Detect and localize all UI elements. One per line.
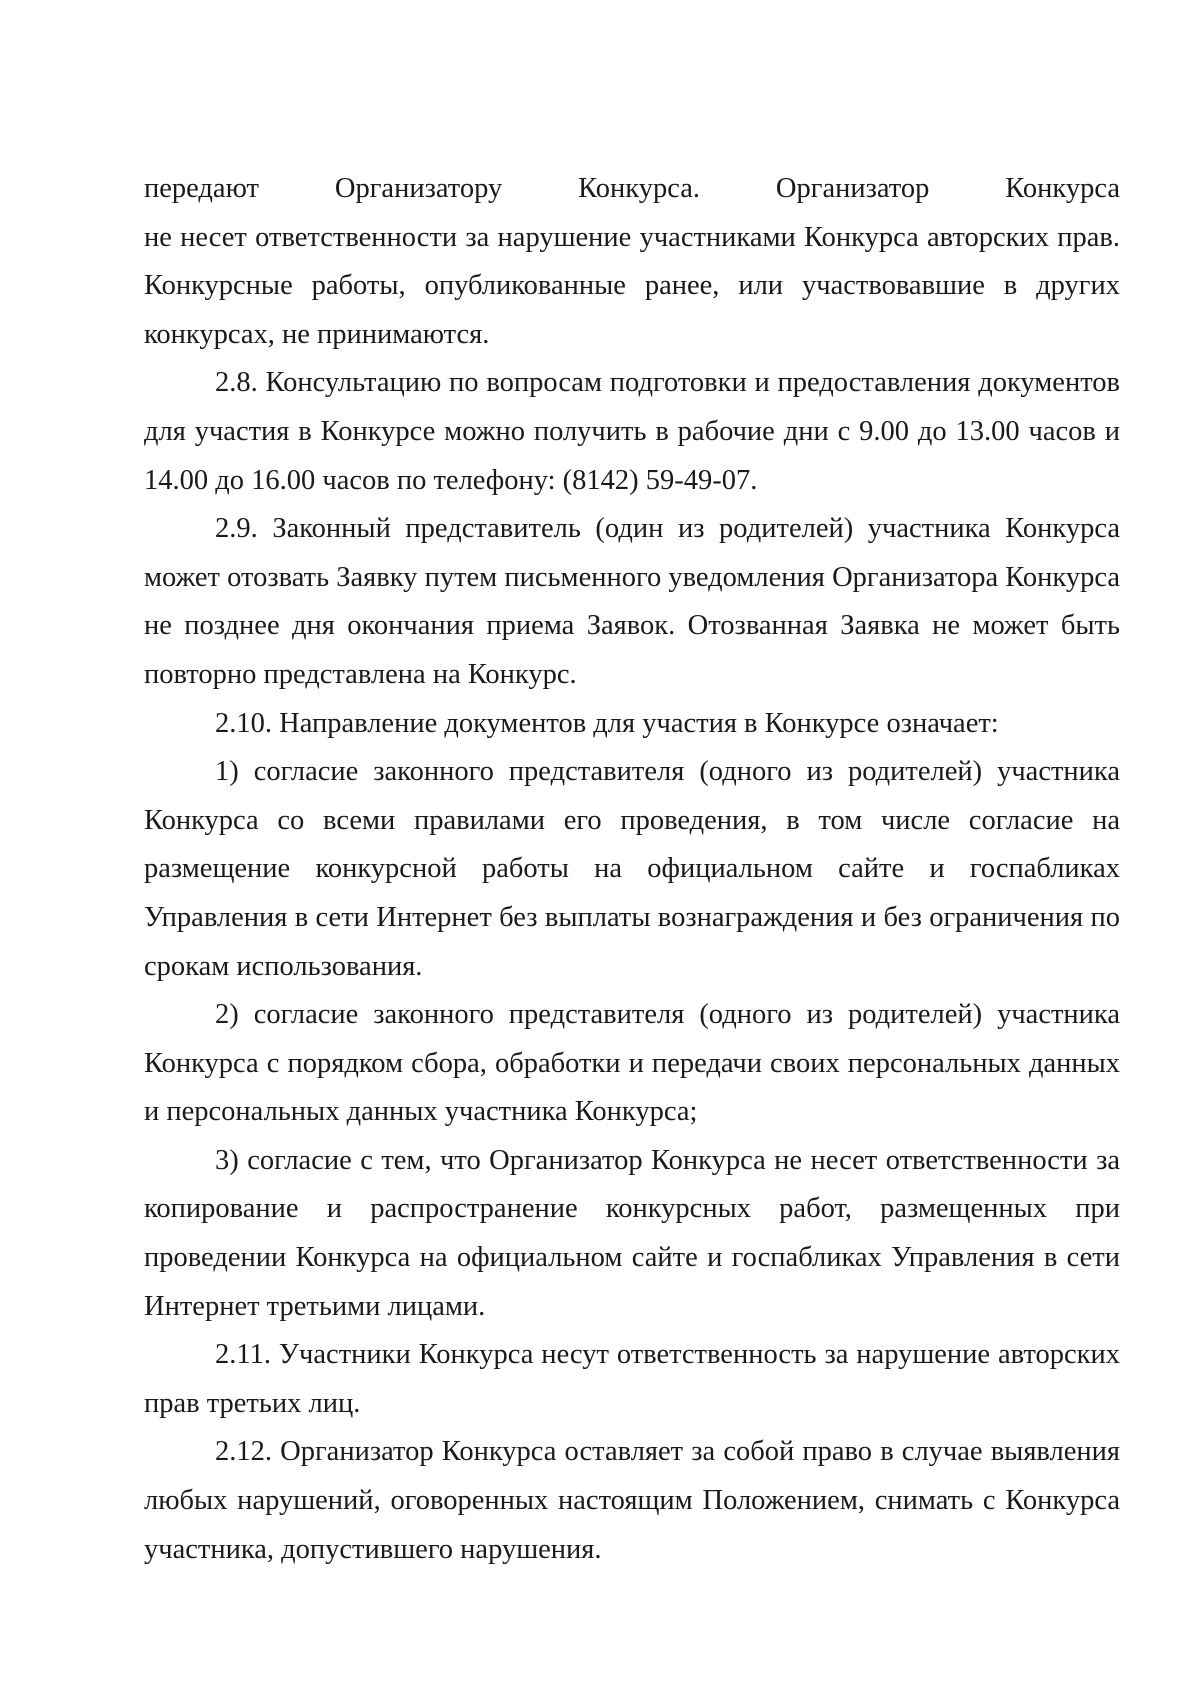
list-item-3: 3) согласие с тем, что Организатор Конкурса не несет ответственности за копирование и распространение конкурсных работ, размещенных при проведении Конкурса на официальном сайте и госпабликах Управления в сети Интернет третьими лицами.: [144, 1144, 1120, 1322]
paragraph-continuation: не несет ответственности за нарушение участниками Конкурса авторских прав. Конкурсные работы, опубликованные ранее, или участвовавшие в других конкурсах, не принимаются.: [144, 221, 1120, 350]
document-body: [144, 165, 1120, 1574]
paragraph-2-9: 2.9. Законный представитель (один из родителей) участника Конкурса может отозвать Заявку путем письменного уведомления Организатора Конкурса не позднее дня окончания приема Заявок. Отозванная Заявка не может быть повторно представлена на Конкурс.: [144, 513, 1120, 690]
paragraph-2-8: 2.8. Консультацию по вопросам подготовки и предоставления документов для участия в Конкурсе можно получить в рабочие дни с 9.00 до 13.00 часов и 14.00 до 16.00 часов по телефону: (8142) 59-49-07.: [144, 367, 1120, 496]
paragraph-continuation-lead: передают Организатору Конкурса. Организатор Конкурса: [144, 173, 1120, 204]
list-item-1: 1) согласие законного представителя (одного из родителей) участника Конкурса со всеми правилами его проведения, в том числе согласие на размещение конкурсной работы на официальном сайте и госпабликах Управления в сети Интернет без выплаты вознаграждения и без ограничения по срокам использования.: [144, 756, 1120, 982]
paragraph-2-12: 2.12. Организатор Конкурса оставляет за собой право в случае выявления любых нарушений, оговоренных настоящим Положением, снимать с Конкурса участника, допустившего нарушения.: [144, 1436, 1120, 1565]
list-item-2: 2) согласие законного представителя (одного из родителей) участника Конкурса с порядком сбора, обработки и передачи своих персональных данных и персональных данных участника Конкурса;: [144, 999, 1120, 1128]
paragraph-2-11: 2.11. Участники Конкурса несут ответственность за нарушение авторских прав третьих лиц.: [144, 1339, 1120, 1419]
paragraph-2-10: 2.10. Направление документов для участия в Конкурсе означает:: [215, 707, 999, 739]
